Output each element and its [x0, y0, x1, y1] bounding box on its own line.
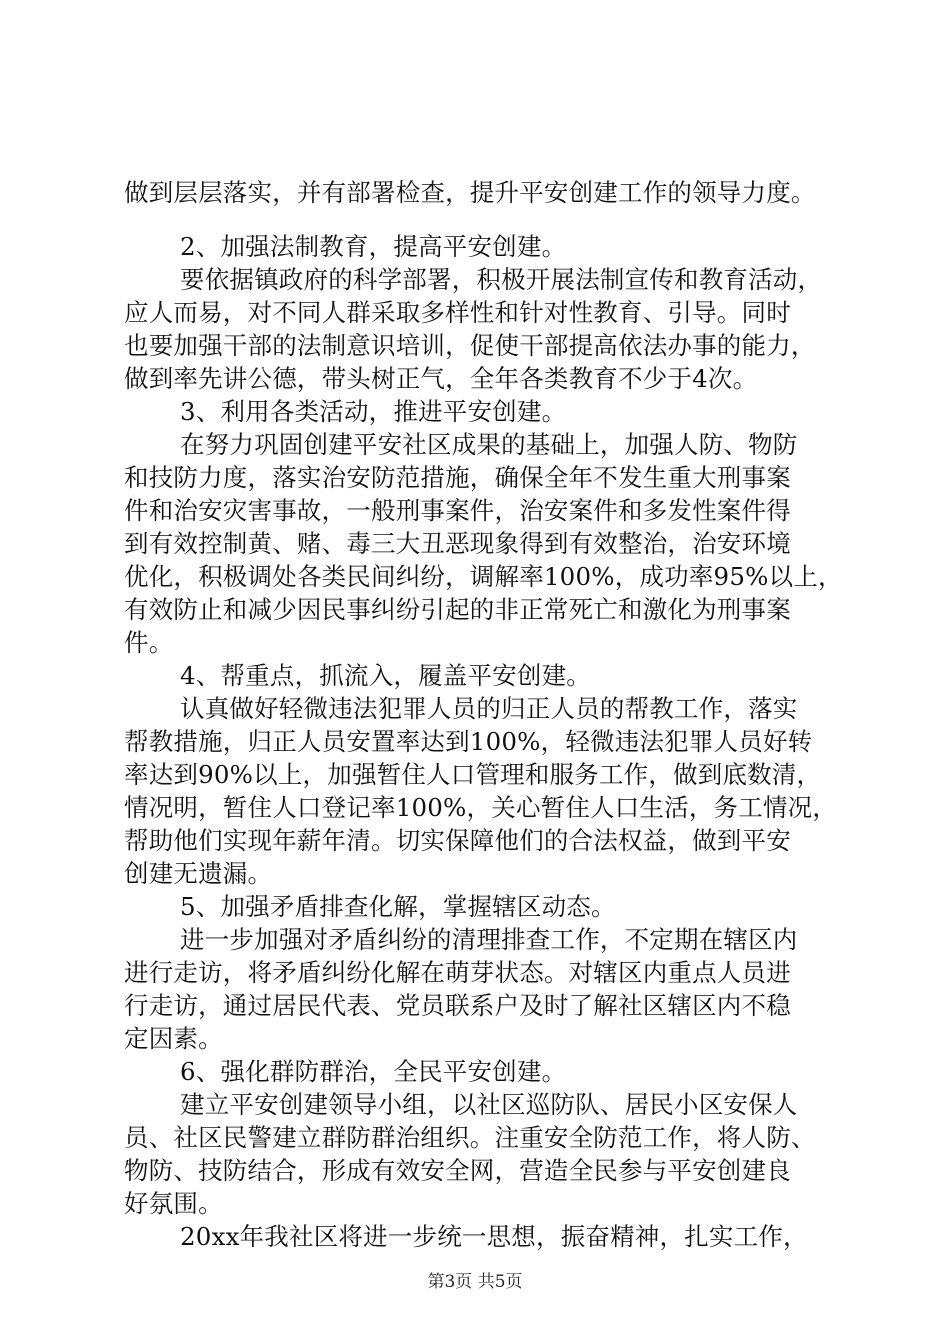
- paragraph-line: 帮助他们实现年薪年清。切实保障他们的合法权益，做到平安: [124, 826, 791, 855]
- paragraph-line: 20xx年我社区将进一步统一思想，振奋精神，扎实工作，: [180, 1222, 808, 1251]
- paragraph-line: 认真做好轻微违法犯罪人员的归正人员的帮教工作，落实: [180, 694, 798, 723]
- paragraph-line: 和技防力度，落实治安防范措施，确保全年不发生重大刑事案: [124, 463, 791, 492]
- section-heading-6: 6、强化群防群治，全民平安创建。: [180, 1057, 567, 1086]
- section-heading-2: 2、加强法制教育，提高平安创建。: [180, 232, 567, 261]
- paragraph-line: 好氛围。: [124, 1189, 223, 1218]
- paragraph-line: 进一步加强对矛盾纠纷的清理排查工作，不定期在辖区内: [180, 925, 798, 954]
- paragraph-line: 行走访，通过居民代表、党员联系户及时了解社区辖区内不稳: [124, 991, 791, 1020]
- paragraph-line: 物防、技防结合，形成有效安全网，营造全民参与平安创建良: [124, 1156, 791, 1185]
- paragraph-line: 帮教措施，归正人员安置率达到100%，轻微违法犯罪人员好转: [124, 727, 813, 756]
- section-heading-5: 5、加强矛盾排查化解，掌握辖区动态。: [180, 892, 616, 921]
- paragraph-line: 做到率先讲公德，带头树正气，全年各类教育不少于4次。: [124, 364, 758, 393]
- paragraph-line: 件。: [124, 628, 174, 657]
- paragraph-line: 建立平安创建领导小组，以社区巡防队、居民小区安保人: [180, 1090, 798, 1119]
- paragraph-line: 件和治安灾害事故，一般刑事案件，治安案件和多发性案件得: [124, 496, 791, 525]
- paragraph-line: 定因素。: [124, 1024, 223, 1053]
- paragraph-line: 情况明，暂住人口登记率100%，关心暂住人口生活，务工情况，: [124, 793, 838, 822]
- page-number-footer: 第3页 共5页: [427, 1272, 523, 1292]
- paragraph-line: 率达到90%以上，加强暂住人口管理和服务工作，做到底数清，: [124, 760, 822, 789]
- paragraph-line: 在努力巩固创建平安社区成果的基础上，加强人防、物防: [180, 430, 798, 459]
- paragraph-line: 到有效控制黄、赌、毒三大丑恶现象得到有效整治，治安环境: [124, 529, 791, 558]
- paragraph-line: 应人而易，对不同人群采取多样性和针对性教育、引导。同时: [124, 298, 791, 327]
- paragraph-line: 也要加强干部的法制意识培训，促使干部提高依法办事的能力，: [124, 331, 816, 360]
- paragraph-line: 要依据镇政府的科学部署，积极开展法制宣传和教育活动，: [180, 265, 823, 294]
- paragraph-line: 做到层层落实，并有部署检查，提升平安创建工作的领导力度。: [124, 178, 816, 207]
- paragraph-line: 有效防止和减少因民事纠纷引起的非正常死亡和激化为刑事案: [124, 595, 791, 624]
- section-heading-3: 3、利用各类活动，推进平安创建。: [180, 397, 567, 426]
- section-heading-4: 4、帮重点，抓流入，履盖平安创建。: [180, 661, 591, 690]
- paragraph-line: 员、社区民警建立群防群治组织。注重安全防范工作，将人防、: [124, 1123, 816, 1152]
- paragraph-line: 进行走访，将矛盾纠纷化解在萌芽状态。对辖区内重点人员进: [124, 958, 791, 987]
- paragraph-line: 创建无遗漏。: [124, 859, 273, 888]
- paragraph-line: 优化，积极调处各类民间纠纷，调解率100%，成功率95%以上，: [124, 562, 843, 591]
